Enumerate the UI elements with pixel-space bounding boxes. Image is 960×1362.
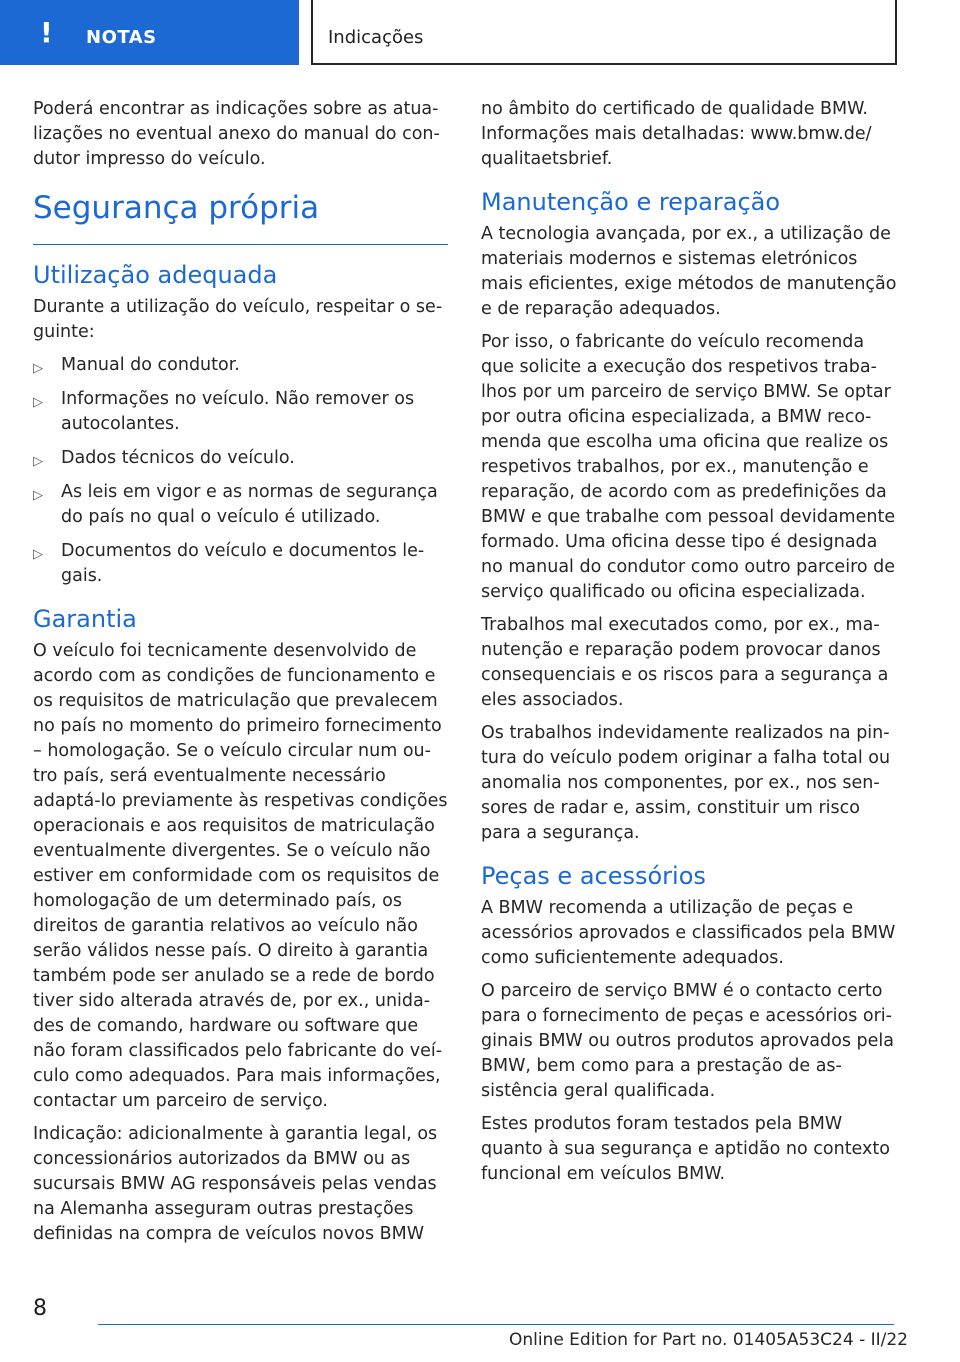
section-divider xyxy=(33,244,448,245)
manutencao-paragraph-1: A tecnologia avançada, por ex., a utilização de materiais modernos e sistemas eletrónicos mais eficientes, exige métodos de manutenção e de reparação adequados. xyxy=(481,224,897,319)
manutencao-paragraph-2: Por isso, o fabricante do veículo recomenda que solicite a execução dos respetivos trabalhos por um parceiro de serviço BMW. Se optar por outra oficina especializada, a BMW recomenda que escolha uma oficina que realize os respetivos trabalhos, por ex., manutenção e reparação, de acordo com as predefinições da BMW e que trabalhe com pessoal devidamente formado. Uma oficina desse tipo é designada no manual do condutor como outro parceiro de serviço qualificado ou oficina especializada. xyxy=(481,332,896,602)
page-title: Indicações xyxy=(328,27,424,48)
garantia-continuation: no âmbito do certificado de qualidade BMW. Informações mais detalhadas: www.bmw.de/ qualitaetsbrief. xyxy=(481,99,872,169)
manutencao-paragraph-3: Trabalhos mal executados como, por ex., manutenção e reparação podem provocar danos consequenciais e os riscos para a segurança a eles associados. xyxy=(481,615,889,710)
manutencao-paragraph-4: Os trabalhos indevidamente realizados na pintura do veículo podem originar a falha total ou anomalia nos componentes, por ex., nos sensores de radar e, assim, constituir um risco para a segurança. xyxy=(481,723,891,843)
heading-manutencao: Manutenção e reparação xyxy=(481,188,781,216)
exclamation-icon: ! xyxy=(40,16,53,49)
garantia-paragraph-1: O veículo foi tecnicamente desenvolvido de acordo com as condições de funcionamento e os requisitos de matriculação que prevalecem no país no momento do primeiro fornecimento – homologação. Se o veículo circular num outro país, será eventualmente necessário adaptá-lo previamente às respetivas condições operacionais e aos requisitos de matriculação eventualmente divergentes. Se o veículo não estiver em conformidade com os requisitos de homologação de um determinado país, os direitos de garantia relativos ao veículo não serão válidos nesse país. O direito à garantia também pode ser anulado se a rede de bordo tiver sido alterada através de, por ex., unidades de comando, hardware ou software que não foram classificados pelo fabricante do veículo como adequados. Para mais informações, contactar um parceiro de serviço. xyxy=(33,641,448,1111)
triangle-bullet-icon: ▷ xyxy=(33,395,43,410)
heading-utilizacao: Utilização adequada xyxy=(33,261,278,289)
garantia-paragraph-2: Indicação: adicionalmente à garantia legal, os concessionários autorizados da BMW ou as sucursais BMW AG responsáveis pelas vendas na Alemanha asseguram outras prestações definidas na compra de veículos novos BMW xyxy=(33,1124,438,1244)
page-number: 8 xyxy=(33,1296,47,1321)
list-item: ▷ As leis em vigor e as normas de segurança do país no qual o veículo é utilizado. xyxy=(33,482,438,527)
edition-footer: Online Edition for Part no. 01405A53C24 - II/22 xyxy=(508,1330,908,1350)
triangle-bullet-icon: ▷ xyxy=(33,547,43,562)
list-item: ▷ Manual do condutor. xyxy=(33,353,448,378)
list-item: ▷ Dados técnicos do veículo. xyxy=(33,446,448,471)
right-column xyxy=(481,97,901,1195)
triangle-bullet-icon: ▷ xyxy=(33,488,43,503)
pecas-paragraph-2: O parceiro de serviço BMW é o contacto certo para o fornecimento de peças e acessórios originais BMW ou outros produtos aprovados pela BMW, bem como para a prestação de assistência geral qualificada. xyxy=(481,981,894,1101)
left-column xyxy=(33,97,448,1255)
list-item: ▷ Informações no veículo. Não remover os autocolantes. xyxy=(33,389,415,434)
utilizacao-intro: Durante a utilização do veículo, respeitar o seguinte: xyxy=(33,297,443,342)
heading-garantia: Garantia xyxy=(33,605,137,633)
pecas-paragraph-3: Estes produtos foram testados pela BMW quanto à sua segurança e aptidão no contexto funcional em veículos BMW. xyxy=(481,1114,890,1184)
pecas-paragraph-1: A BMW recomenda a utilização de peças e acessórios aprovados e classificados pela BMW como suficientemente adequados. xyxy=(481,898,896,968)
heading-pecas: Peças e acessórios xyxy=(481,862,706,890)
footer-divider xyxy=(98,1324,894,1325)
intro-paragraph: Poderá encontrar as indicações sobre as atualizações no eventual anexo do manual do condutor impresso do veículo. xyxy=(33,99,440,169)
utilizacao-list xyxy=(33,353,448,589)
section-label: NOTAS xyxy=(86,27,157,48)
section-heading: Segurança própria xyxy=(33,190,320,226)
triangle-bullet-icon: ▷ xyxy=(33,361,43,376)
triangle-bullet-icon: ▷ xyxy=(33,454,43,469)
list-item: ▷ Documentos do veículo e documentos legais. xyxy=(33,541,425,586)
